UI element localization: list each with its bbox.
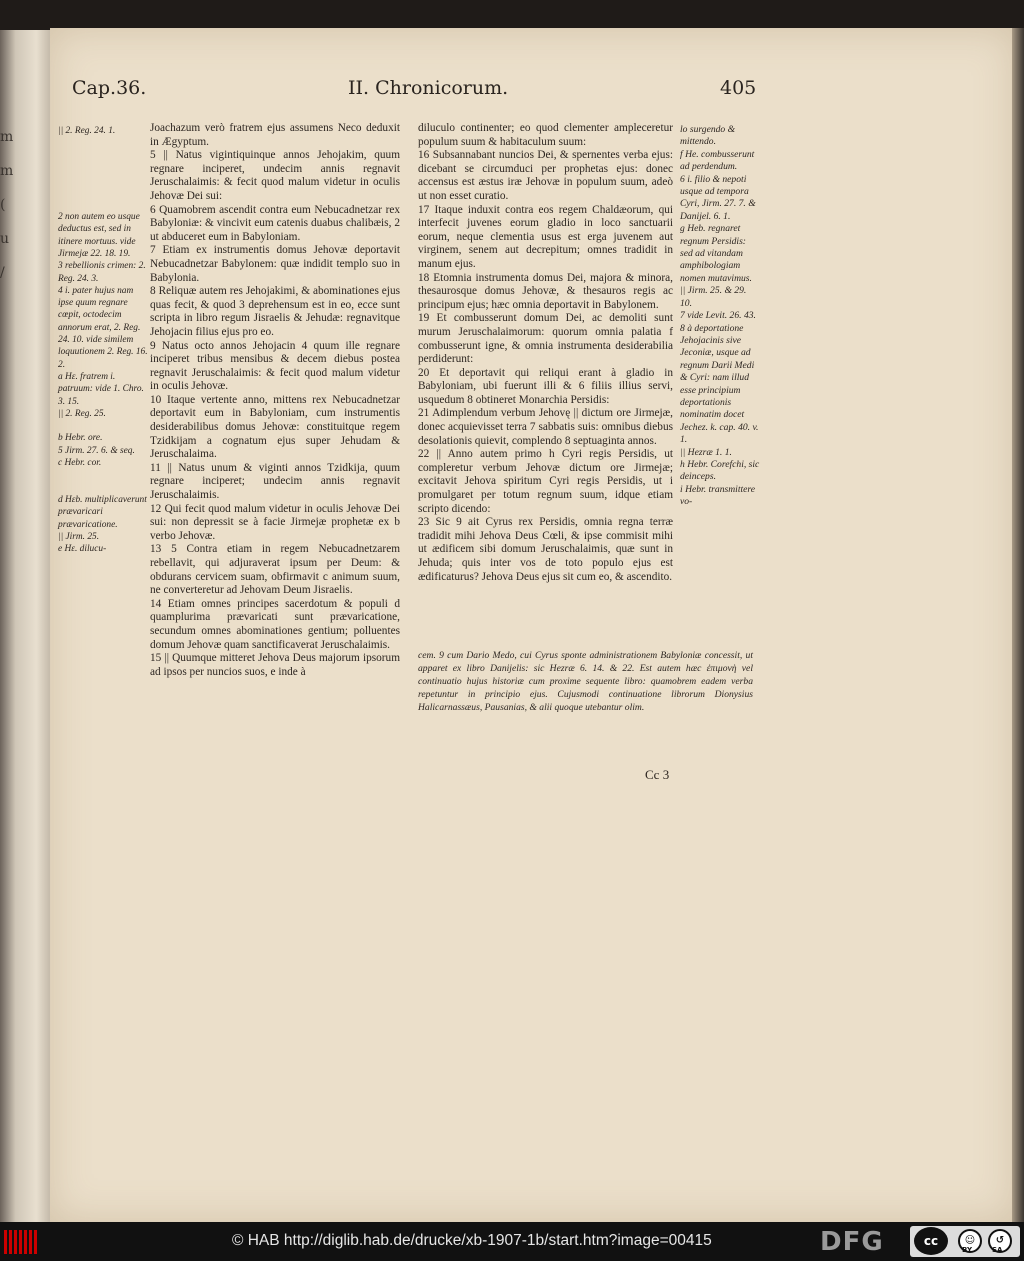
verse-paragraph: 5 || Natus vigintiquinque annos Jehojakim, quum regnare inciperet, undecim annis regnavit Jeruschalaimis: & fecit quod malum videtur in oculis Jehovæ Dei sui: — [150, 149, 400, 202]
verse-paragraph: 15 || Quumque mitteret Jehova Deus majorum ipsorum ad ipsos per nuncios suos, e inde à — [150, 652, 400, 678]
running-title: II. Chronicorum. — [348, 77, 509, 99]
page-edge-shadow — [1012, 28, 1024, 1222]
verse-paragraph: 17 Itaque induxit contra eos regem Chaldæorum, qui interfecit juvenes eorum gladio in loco sanctuarii eorum, neque clementia usus est erga juvenem aut virginem, senem aut decrepitum; omnes tradidit in manum ejus. — [418, 203, 673, 270]
verse-paragraph: 20 Et deportavit qui reliqui erant à gladio in Babyloniam, ubi fuerunt illi & 6 filiis illius servi, usquedum 8 obtineret Monarchia Persidis: — [418, 366, 673, 406]
copyright-link[interactable]: © HAB http://diglib.hab.de/drucke/xb-1907-1b/start.htm?image=00415 — [232, 1232, 712, 1249]
margin-note: 2 non autem eo usque deductus est, sed in itinere mortuus. vide Jirmejæ 22. 18. 19. — [58, 212, 140, 259]
margin-note — [58, 162, 148, 174]
margin-note: c Hebr. cor. — [58, 458, 102, 469]
by-label: BY — [962, 1246, 973, 1254]
margin-note — [58, 199, 148, 211]
verse-paragraph: 16 Subsannabant nuncios Dei, & spernentes verba ejus: dicebant se circumduci per prophetas ejus: donec accensus est æstus iræ Jehovæ in populum suum, adeò ut non esset curatio. — [418, 149, 673, 202]
verse-paragraph: 12 Qui fecit quod malum videtur in oculis Jehovæ Dei sui: non depressit se à facie Jirmejæ prophetæ ex b verbo Jehovæ. — [150, 502, 400, 542]
verse-paragraph: 22 || Anno autem primo h Cyri regis Persidis, ut compleretur verbum Jehovæ dictum ore Jirmejæ; excitavit Jehova spiritum Cyri regis Persidis, ut i promulgaret per totum regnum suum, idque etiam scripto dicendo: — [418, 448, 673, 515]
margin-note: || Jirm. 25. & 29. 10. — [680, 285, 747, 309]
dfg-logo: DFG — [820, 1227, 884, 1257]
previous-page-edge — [0, 30, 52, 1222]
footnote: cem. 9 cum Dario Medo, cui Cyrus sponte administrationem Babyloniæ concessit, ut apparet ex libro Danijelis: sic Hezræ 6. 14. & 22. Est autem hæc ἐπιμονὴ vel continuatio hujus historiæ cum proxime sequente libro: quamobrem eadem verba repetuntur in principio ejus. Cujusmodi continuatione librorum Dionysius Halicarnassæus, Pausanias, & alii quoque utebantur olim. — [418, 650, 753, 713]
chapter-label: Cap.36. — [72, 77, 147, 99]
by-person-icon: ☺ — [958, 1229, 982, 1253]
text-column-1 — [150, 122, 400, 679]
text-column-2 — [418, 122, 673, 584]
margin-note: || 2. Reg. 24. 1. — [58, 126, 116, 136]
verse-paragraph: Joachazum verò fratrem ejus assumens Neco deduxit in Ægyptum. — [150, 122, 400, 148]
margin-note: || 2. Reg. 25. — [58, 408, 106, 419]
verse-paragraph: 11 || Natus unum & viginti annos Tzidkija, quum regnare inciperet; undecim annis regnavit Jeruschalaimis. — [150, 461, 400, 502]
signature-mark: Cc 3 — [645, 767, 670, 782]
margin-note: 7 vide Levit. 26. 43. — [680, 310, 756, 322]
margin-note: i Hebr. transmittere vo- — [680, 483, 756, 508]
margin-note: 5 Jirm. 27. 6. & seq. — [58, 445, 135, 456]
margin-note: h Hebr. Corefchi, sic deinceps. — [680, 458, 760, 483]
margin-note — [58, 420, 148, 432]
page-number: 405 — [720, 77, 757, 99]
margin-note: 3 rebellionis crimen: 2. Reg. 24. 3. — [58, 261, 146, 284]
margin-note — [58, 186, 148, 198]
verse-paragraph: diluculo continenter; eo quod clementer ampleceretur populum suum & habitaculum suum: — [418, 122, 673, 148]
right-margin-notes — [680, 124, 760, 509]
verse-paragraph: 6 Quamobrem ascendit contra eum Nebucadnetzar rex Babyloniæ: & vincivit eum catenis duabus chalibæis, 2 ut abduceret eum in Babyloniam. — [150, 203, 400, 243]
verse-paragraph: 23 Sic 9 ait Cyrus rex Persidis, omnia regna terræ tradidit mihi Jehova Deus Cœli, & ipse commisit mihi ut ædificem sibi domum Jeruschalaimis, quæ sunt in Jehuda; quis inter vos de toto populo ejus est ædificaturus? Jehova Deus ejus sit cum eo, & ascendito. — [418, 516, 673, 583]
margin-note — [58, 469, 148, 481]
margin-note: g Heb. regnaret regnum Persidis: sed ad vitandam amphibologiam nomen mutavimus. — [680, 223, 752, 284]
margin-note: e Hɛ. dilucu- — [58, 544, 107, 555]
left-margin-notes — [58, 125, 148, 555]
cc-license-badge[interactable] — [910, 1226, 1020, 1257]
verse-paragraph: 8 Reliquæ autem res Jehojakimi, & abominationes ejus quas fecit, & quod 3 deprehensum est in eo, ecce sunt scripta in libro regum Jisraelis & Jehudæ: regnavitque Jehojacin filius ejus pro eo. — [150, 285, 400, 338]
share-alike-icon: ↺ — [988, 1229, 1012, 1253]
previous-page-text: mm ( u / — [0, 129, 16, 281]
margin-note: a Hɛ. fratrem i. patruum: vide 1. Chro. 3. 15. — [58, 371, 144, 407]
verse-paragraph: 19 Et combusserunt domum Dei, ac demoliti sunt murum Jeruschalaimorum: quorum omnia palatia f combusserunt igne, & omnia instrumenta desiderabilia perdiderunt: — [418, 312, 673, 366]
sa-label: SA — [992, 1246, 1003, 1254]
margin-note: b Hebr. ore. — [58, 433, 103, 444]
margin-note: || Hezræ 1. 1. — [680, 446, 732, 458]
margin-note: f He. combusserunt ad perdendum. — [680, 148, 755, 173]
margin-note: 4 i. pater hujus nam ipse quum regnare cœpit, octodecim annorum erat, 2. Reg. 24. 10. vide similem loquutionem 2. Reg. 16. 2. — [58, 285, 148, 370]
margin-note — [58, 482, 148, 494]
footer-bar — [0, 1222, 1024, 1261]
verse-paragraph: 14 Etiam omnes principes sacerdotum & populi d quamplurima prævaricati sunt prævaricatione, secundum omnes abominationes gentium; polluentes domum Jehovæ quam sanctificaverat Jeruschalaimis. — [150, 597, 400, 651]
margin-note: || Jirm. 25. — [58, 531, 100, 542]
verse-paragraph: 10 Itaque vertente anno, mittens rex Nebucadnetzar deportavit eum in Babyloniam, cum instrumentis desiderabilibus domus Jehovæ: constituitque regem Tzidkijam a cognatum ejus super Jehudam & Jeruschalaima. — [150, 393, 400, 461]
margin-note: 6 i. filio & nepoti usque ad tempora Cyri, Jirm. 27. 7. & Danijel. 6. 1. — [680, 173, 756, 222]
verse-paragraph: 18 Etomnia instrumenta domus Dei, majora & minora, thesaurosque domus Jehovæ, & thesauros regis ac principum ejus; hæc omnia deportavit in Babylonem. — [418, 271, 673, 311]
cc-icon: cc — [914, 1227, 948, 1255]
verse-paragraph: 7 Etiam ex instrumentis domus Jehovæ deportavit Nebucadnetzar Babylonem: quæ indidit templo suo in Babylonia. — [150, 244, 400, 284]
margin-note — [58, 150, 148, 162]
verse-paragraph: 13 5 Contra etiam in regem Nebucadnetzarem rebellavit, qui adjuraverat ipsum per Deum: & obdurans cervicem suam, obfirmavit c animum suum, ne converteretur ad Jehovam Deum Jisraelis. — [150, 543, 400, 597]
margin-note — [58, 174, 148, 186]
hab-logo-icon — [4, 1230, 38, 1254]
verse-paragraph: 9 Natus octo annos Jehojacin 4 quum ille regnare inciperet tribus mensibus & decem diebus postea regnavit Jeruschalaimis: & fecit quod malum videtur in oculis Jehovæ. — [150, 339, 400, 393]
margin-note: d Hɛb. multiplicaverunt prævaricari prævaricatione. — [58, 494, 147, 530]
verse-paragraph: 21 Adimplendum verbum Jehovę || dictum ore Jirmejæ, donec acquievisset terra 7 sabbatis suis: omnibus diebus desolationis quievit, complendo 8 septuaginta annos. — [418, 407, 673, 447]
margin-note — [58, 137, 148, 149]
margin-note: lo surgendo & mittendo. — [680, 124, 736, 148]
margin-note: 8 à deportatione Jehojacinis sive Jeconiæ, usque ad regnum Darii Medi & Cyri: nam illud esse principium deportationis nominatim docet Jechez. k. cap. 40. v. 1. — [680, 322, 759, 446]
